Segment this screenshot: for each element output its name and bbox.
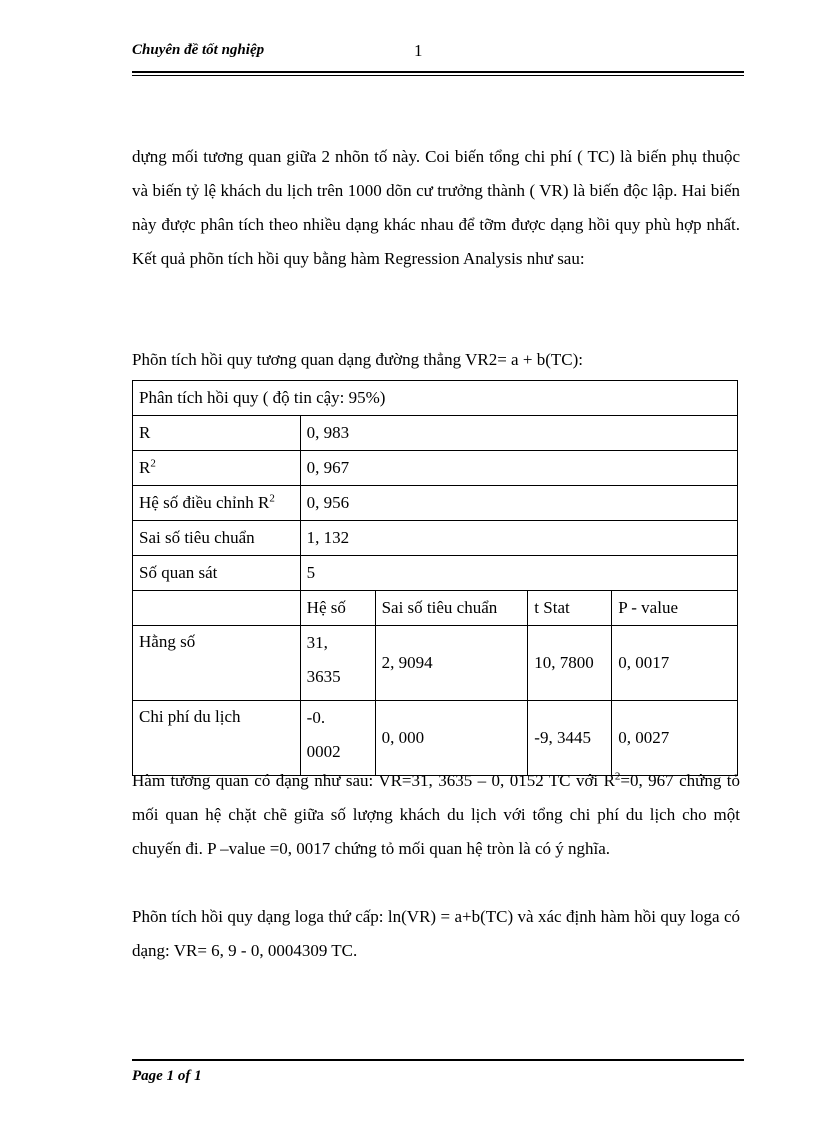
intercept-standard-error: 2, 9094 (375, 626, 528, 701)
stat-label-observations: Số quan sát (133, 556, 301, 591)
table-row (133, 591, 738, 626)
table-row (133, 416, 738, 451)
paragraph-log-regression: Phõn tích hồi quy dạng loga thứ cấp: ln(VR) = a+b(TC) và xác định hàm hồi quy loga có dạng: VR= 6, 9 - 0, 0004309 TC. (132, 907, 740, 960)
travel-cost-t-stat: -9, 3445 (528, 701, 612, 776)
travel-cost-p-value: 0, 0027 (612, 701, 738, 776)
intercept-coefficient: 31, 3635 (300, 626, 375, 701)
header-title: Chuyên đề tốt nghiệp (132, 42, 265, 58)
header-rule-thick (132, 71, 744, 73)
header-blank (133, 591, 301, 626)
stat-label-r: R (133, 416, 301, 451)
table-row (133, 521, 738, 556)
table-row (133, 486, 738, 521)
paragraph-correlation-function: Hàm tương quan có dạng như sau: VR=31, 3635 – 0, 0152 TC với $R^2=0$, 967 chứng tỏ mối quan hệ chặt chẽ giữa số lượng khách du lịch với tổng chi phí du lịch cho một chuyến đi. P –value =0, 0017 chứng tỏ mối quan hệ tròn là có ý nghĩa. (132, 770, 740, 858)
stat-value-adjusted-r2: 0, 956 (300, 486, 737, 521)
header-p-value: P - value (612, 591, 738, 626)
travel-cost-coefficient: -0. 0002 (300, 701, 375, 776)
header-rule-thin (132, 75, 744, 76)
table-row (133, 556, 738, 591)
travel-cost-standard-error: 0, 000 (375, 701, 528, 776)
footer-page-label: Page 1 of 1 (132, 1068, 202, 1084)
stat-value-r: 0, 983 (300, 416, 737, 451)
row-label-intercept: Hằng số (133, 626, 301, 701)
stat-value-observations: 5 (300, 556, 737, 591)
intercept-t-stat: 10, 7800 (528, 626, 612, 701)
table-row (133, 626, 738, 701)
stat-label-adjusted-r2: Hệ số điều chỉnh $R^2$ (133, 486, 301, 521)
intercept-p-value: 0, 0017 (612, 626, 738, 701)
regression-table (132, 380, 738, 776)
table-row (133, 381, 738, 416)
table-row (133, 451, 738, 486)
header-t-stat: t Stat (528, 591, 612, 626)
table-caption: Phõn tích hồi quy tương quan dạng đường thẳng VR2= a + b(TC): (132, 350, 583, 369)
paragraph-intro: dựng mối tương quan giữa 2 nhõn tố này. Coi biến tổng chi phí ( TC) là biến phụ thuộc và biến tỷ lệ khách du lịch trên 1000 dõn cư trưởng thành ( VR) là biến độc lập. Hai biến này được phân tích theo nhiều dạng khác nhau để tỡm được dạng hồi quy phù hợp nhất. Kết quả phõn tích hồi quy bằng hàm Regression Analysis như sau: (132, 147, 740, 268)
stat-value-standard-error: 1, 132 (300, 521, 737, 556)
stat-label-r2: $R^2$ (133, 451, 301, 486)
row-label-travel-cost: Chi phí du lịch (133, 701, 301, 776)
header-coefficient: Hệ số (300, 591, 375, 626)
stat-label-standard-error: Sai số tiêu chuẩn (133, 521, 301, 556)
header-standard-error: Sai số tiêu chuẩn (375, 591, 528, 626)
header-page-number: 1 (414, 41, 423, 60)
table-title: Phân tích hồi quy ( độ tin cậy: 95%) (133, 381, 738, 416)
stat-value-r2: 0, 967 (300, 451, 737, 486)
footer-rule (132, 1059, 744, 1061)
